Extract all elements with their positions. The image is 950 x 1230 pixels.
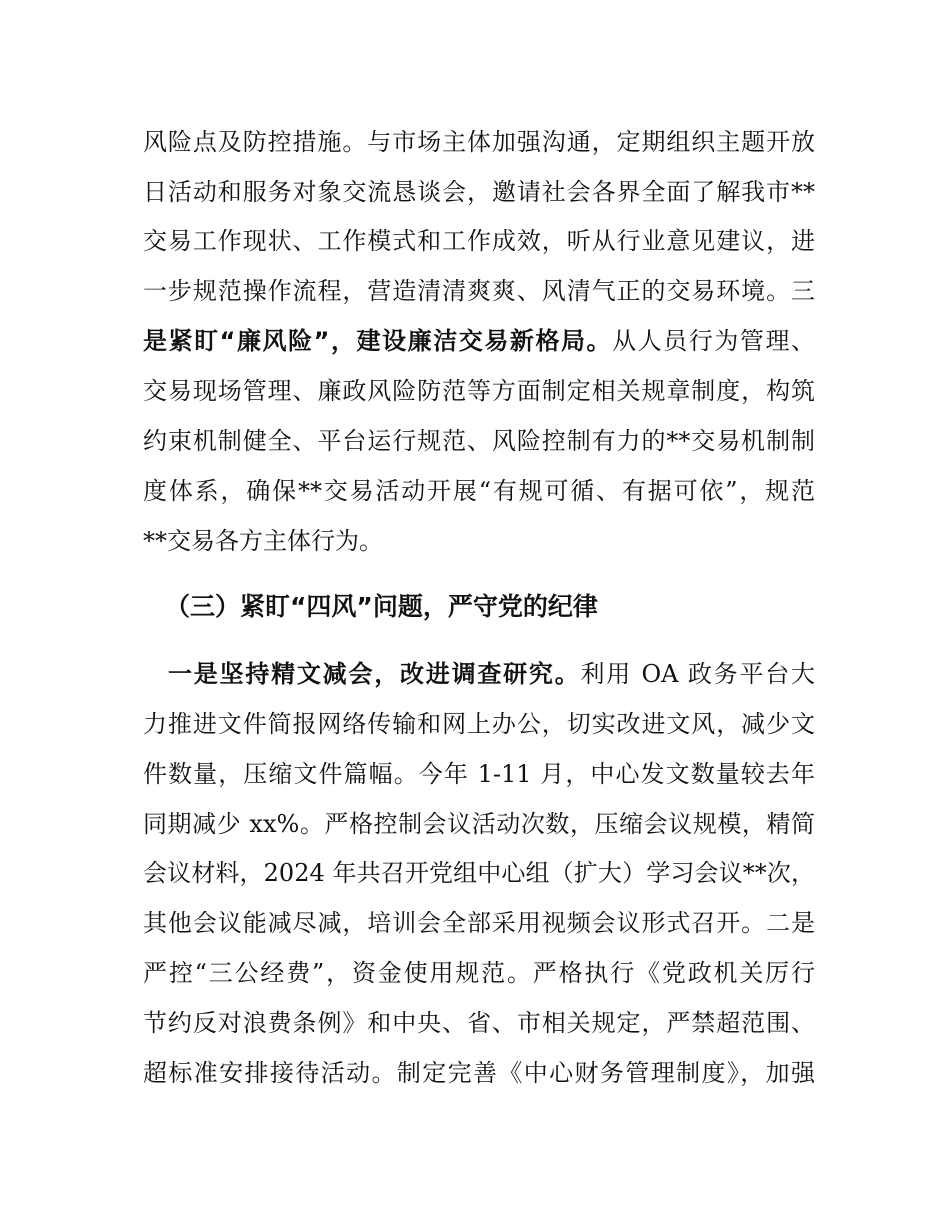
paragraph-line: 交易现场管理、廉政风险防范等方面制定相关规章制度，构筑 bbox=[143, 377, 815, 405]
paragraph-line: 节约反对浪费条例》和中央、省、市相关规定，严禁超范围、 bbox=[143, 1009, 815, 1037]
paragraph-line: 交易工作现状、工作模式和工作成效，听从行业意见建议，进 bbox=[143, 227, 815, 255]
paragraph-line: 力推进文件简报网络传输和网上办公，切实改进文风，减少文 bbox=[143, 710, 815, 738]
paragraph-line: 风险点及防控措施。与市场主体加强沟通，定期组织主题开放 bbox=[143, 128, 815, 156]
paragraph-line: 同期减少 xx%。严格控制会议活动次数，压缩会议规模，精简 bbox=[143, 810, 815, 838]
paragraph-line: 件数量，压缩文件篇幅。今年 1-11 月，中心发文数量较去年 bbox=[143, 760, 815, 788]
paragraph-line: 严控“三公经费”，资金使用规范。严格执行《党政机关厉行 bbox=[143, 959, 815, 987]
bold-lead-phrase: 是紧盯“廉风险”，建设廉洁交易新格局。 bbox=[143, 327, 613, 355]
paragraph-line: 会议材料，2024 年共召开党组中心组（扩大）学习会议**次， bbox=[143, 859, 815, 887]
paragraph-line: 日活动和服务对象交流恳谈会，邀请社会各界全面了解我市** bbox=[143, 178, 815, 206]
section-heading: （三）紧盯“四风”问题，严守党的纪律 bbox=[165, 592, 598, 621]
paragraph-text: 利用 OA 政务平台大 bbox=[580, 660, 816, 688]
paragraph-line: 约束机制健全、平台运行规范、风险控制有力的**交易机制制 bbox=[143, 427, 815, 455]
paragraph-line: 度体系，确保**交易活动开展“有规可循、有据可依”，规范 bbox=[143, 477, 815, 505]
paragraph-line: **交易各方主体行为。 bbox=[143, 527, 383, 555]
paragraph-line: 一步规范操作流程，营造清清爽爽、风清气正的交易环境。三 bbox=[143, 277, 815, 305]
paragraph-line bbox=[168, 658, 815, 690]
paragraph-line: 其他会议能减尽减，培训会全部采用视频会议形式召开。二是 bbox=[143, 909, 815, 937]
paragraph-line: 超标准安排接待活动。制定完善《中心财务管理制度》，加强 bbox=[143, 1059, 815, 1087]
paragraph-line bbox=[143, 325, 815, 357]
paragraph-text: 从人员行为管理、 bbox=[612, 327, 816, 355]
bold-lead-phrase: 一是坚持精文减会，改进调查研究。 bbox=[168, 660, 581, 688]
